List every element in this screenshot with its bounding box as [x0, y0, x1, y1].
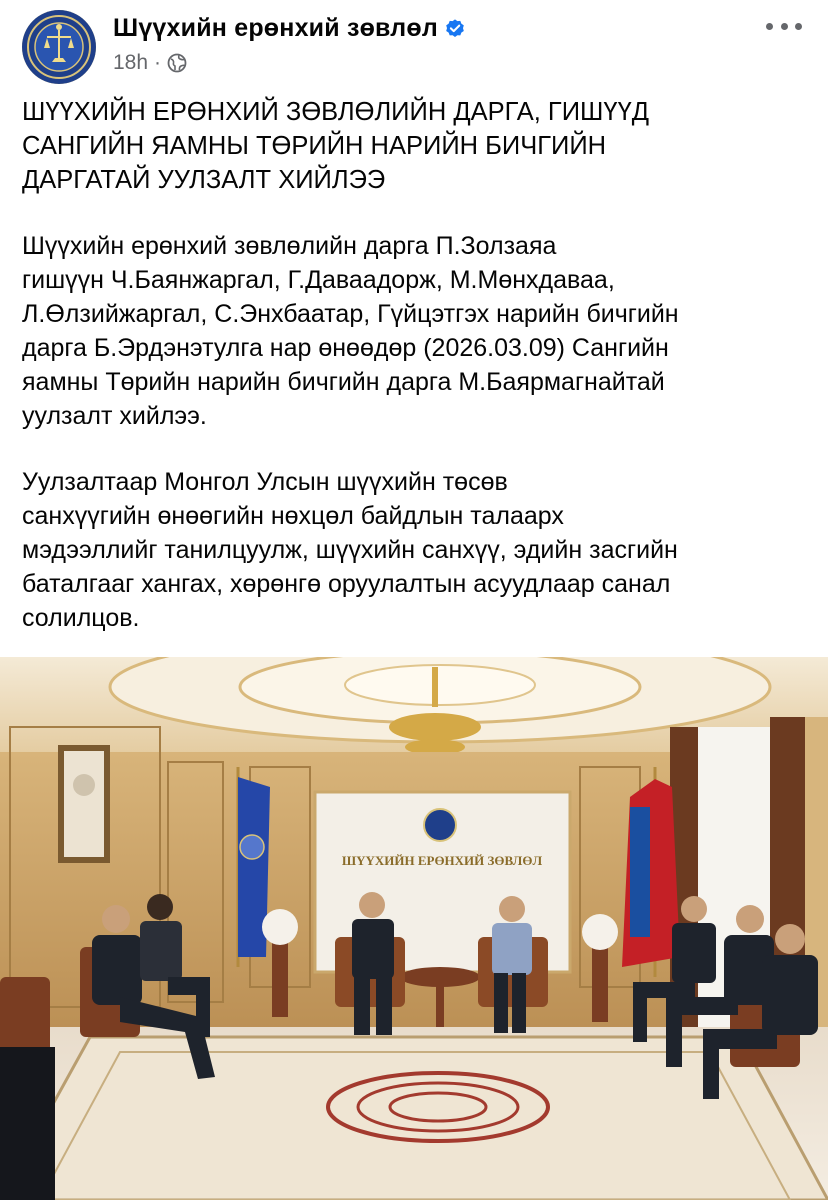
meeting-photo — [0, 657, 828, 1200]
page-name[interactable] — [113, 14, 466, 43]
post-paragraph-2: Уулзалтаар Монгол Улсын шүүхийн төсөв санхүүгийн өнөөгийн нөхцөл байдлын талаарх мэдээллийг танилцуулж, шүүхийн санхүү, эдийн засгийн баталгааг хангах, хөрөнгө оруулалтын асуудлаар санал солилцов. — [22, 468, 678, 632]
page-avatar[interactable] — [22, 10, 96, 84]
more-options-icon — [766, 23, 773, 30]
meta-separator: · — [154, 51, 162, 74]
photo-sign-text: ШҮҮХИЙН ЕРӨНХИЙ ЗӨВЛӨЛ — [341, 853, 543, 868]
post-meta — [113, 51, 187, 75]
page-name-text[interactable]: Шүүхийн ерөнхий зөвлөл — [113, 14, 438, 42]
post-body — [22, 95, 812, 667]
post-header — [0, 0, 828, 90]
post-paragraph-1: Шүүхийн ерөнхий зөвлөлийн дарга П.Золзаяа гишүүн Ч.Баянжаргал, Г.Даваадорж, М.Мөнхдаваа, Л.Өлзийжаргал, С.Энхбаатар, Гүйцэтгэх нарийн бичгийн дарга Б.Эрдэнэтулга нар өнөөдөр (2026.03.09) Сангийн яамны Төрийн нарийн бичгийн дарга М.Баярмагнайтай уулзалт хийлээ. — [22, 232, 679, 430]
post-timestamp[interactable]: 18h — [113, 51, 149, 74]
more-options-button[interactable] — [766, 14, 802, 38]
more-options-icon-dot — [795, 23, 802, 30]
post-headline: ШҮҮХИЙН ЕРӨНХИЙ ЗӨВЛӨЛИЙН ДАРГА, ГИШҮҮД САНГИЙН ЯАМНЫ ТӨРИЙН НАРИЙН БИЧГИЙН ДАРГАТАЙ УУЛЗАЛТ ХИЙЛЭЭ — [22, 98, 650, 194]
verified-badge-icon — [444, 18, 466, 40]
post-photo[interactable] — [0, 657, 828, 1200]
more-options-icon-dot — [781, 23, 788, 30]
globe-icon[interactable] — [167, 53, 187, 73]
court-emblem-icon — [22, 10, 96, 84]
